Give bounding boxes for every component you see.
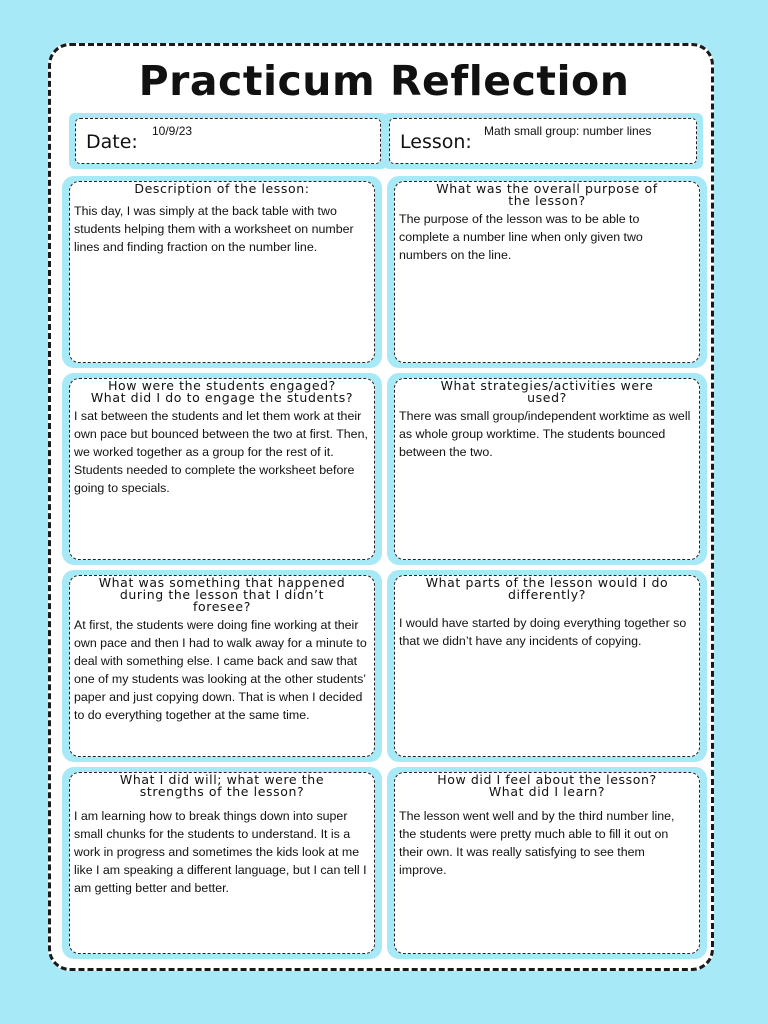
date-label: Date: [86, 131, 138, 153]
answer-text: I would have started by doing everything together so that we didn’t have any incidents of copying. [399, 616, 687, 648]
question-label: What was something that happened during the lesson that I didn’t foresee? [98, 575, 346, 614]
card-student-engagement [62, 373, 382, 565]
page-title: Practicum Reflection [138, 57, 630, 105]
question-label: What parts of the lesson would I do differently? [425, 575, 669, 602]
answer-text: I am learning how to break things down into super small chunks for the students to understand. It is a work in progress and sometimes the kids look at me like I am speaking a different language, but I can tell I am getting better and better. [74, 809, 367, 895]
lesson-value: Math small group: number lines [484, 124, 652, 138]
date-box [69, 113, 387, 169]
question-label: What was the overall purpose of the lesson? [436, 181, 658, 208]
answer-text: I sat between the students and let them work at their own pace but bounced between the two at first. Then, we worked together as a group for the rest of it. Students needed to complete the worksheet before going to specials. [74, 409, 368, 495]
question-label: Description of the lesson: [134, 181, 310, 196]
card-strategies [387, 373, 707, 565]
card-do-differently [387, 570, 707, 762]
card-lesson-description [62, 176, 382, 368]
answer-text: There was small group/independent worktime as well as whole group worktime. The students bounced between the two. [399, 409, 691, 459]
card-strengths [62, 767, 382, 959]
card-lesson-purpose [387, 176, 707, 368]
question-label: How did I feel about the lesson? What did I learn? [437, 772, 657, 799]
question-label: How were the students engaged? What did I do to engage the students? [90, 378, 354, 405]
answer-text: At first, the students were doing fine working at their own pace and then I had to walk away for a minute to deal with something else. I came back and saw that one of my students was looking at the other students’ paper and just copying down. That is when I decided to do everything together at the same time. [74, 618, 367, 722]
answer-text: The purpose of the lesson was to be able to complete a number line when only given two numbers on the line. [399, 212, 643, 262]
lesson-box [383, 113, 703, 169]
date-value: 10/9/23 [152, 124, 193, 138]
card-feelings-learning [387, 767, 707, 959]
answer-text: The lesson went well and by the third number line, the students were pretty much able to fill it out on their own. It was really satisfying to see them improve. [399, 809, 675, 877]
answer-text: This day, I was simply at the back table with two students helping them with a worksheet on number lines and finding fraction on the number line. [74, 204, 354, 254]
question-label: What I did will; what were the strengths of the lesson? [119, 772, 325, 799]
lesson-label: Lesson: [400, 131, 472, 153]
card-unforeseen-event [62, 570, 382, 762]
question-label: What strategies/activities were used? [440, 378, 654, 405]
